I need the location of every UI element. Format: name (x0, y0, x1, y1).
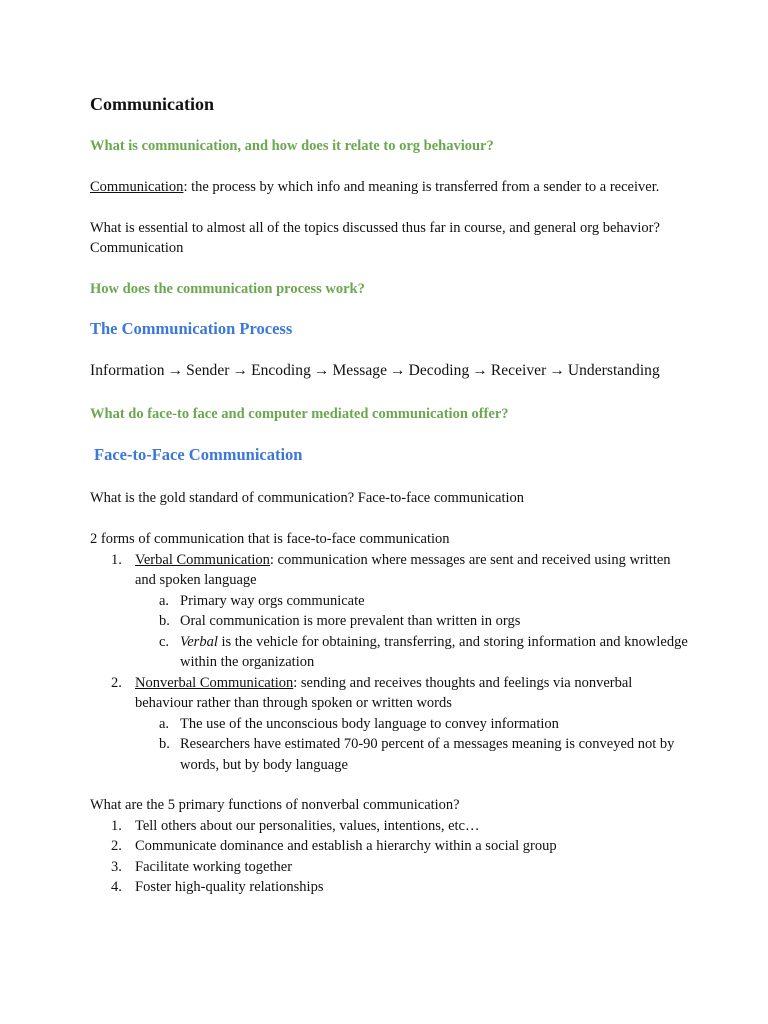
forms-intro: 2 forms of communication that is face-to-face communication (90, 531, 450, 547)
arrow-icon: → (549, 361, 565, 379)
term-verbal-text: : communication where messages are sent and received using written and spoken language (135, 551, 671, 588)
list-marker: 2. (111, 674, 122, 691)
process-step: Decoding (408, 361, 470, 379)
list-marker: b. (159, 613, 170, 629)
list-item-nonverbal (90, 673, 690, 776)
list-item-text: Oral communication is more prevalent than written in orgs (180, 613, 521, 629)
list-item-text: Tell others about our personalities, values, intentions, etc… (135, 817, 480, 834)
list-item (90, 816, 690, 837)
gold-standard-paragraph: What is the gold standard of communication? Face-to-face communication (90, 489, 525, 506)
nonverbal-sublist (135, 714, 690, 776)
arrow-icon: → (232, 361, 249, 379)
arrow-icon: → (472, 361, 488, 379)
term-nonverbal: Nonverbal Communication (135, 674, 294, 691)
list-marker: a. (159, 592, 170, 609)
list-item-text: Facilitate working together (135, 858, 293, 875)
section-heading-process: The Communication Process (90, 318, 293, 338)
list-marker: 1. (111, 817, 122, 834)
list-marker: 1. (111, 551, 122, 568)
list-item (135, 734, 690, 775)
definition-term: Communication (90, 179, 184, 195)
list-marker: b. (159, 736, 170, 752)
process-step: Information (90, 361, 165, 379)
list-item (135, 714, 690, 735)
question-heading-2: How does the communication process work? (90, 280, 365, 297)
list-item (90, 857, 690, 878)
process-step: Sender (186, 361, 230, 379)
list-item (90, 877, 690, 898)
list-item-emphasis: Verbal (180, 633, 218, 650)
process-step: Understanding (567, 361, 660, 379)
question-heading-1: What is communication, and how does it relate to org behaviour? (90, 138, 494, 154)
question-heading-3: What do face-to face and computer mediated communication offer? (90, 405, 509, 422)
verbal-sublist (135, 591, 690, 673)
page-title: Communication (90, 94, 215, 114)
list-item-text: The use of the unconscious body language to convey information (180, 715, 559, 732)
list-marker: c. (159, 633, 170, 650)
arrow-icon: → (390, 361, 406, 379)
list-item-verbal (90, 550, 690, 673)
essential-paragraph: What is essential to almost all of the topics discussed thus far in course, and general org behavior? Communication (90, 219, 660, 256)
section-heading-face-to-face: Face-to-Face Communication (94, 444, 303, 464)
list-marker: a. (159, 715, 170, 732)
list-item-text: Researchers have estimated 70-90 percent of a messages meaning is conveyed not by words, but by body language (180, 736, 675, 773)
forms-list (90, 550, 690, 776)
functions-intro: What are the 5 primary functions of nonverbal communication? (90, 797, 460, 813)
arrow-icon: → (167, 361, 184, 379)
term-nonverbal-text: : sending and receives thoughts and feelings via nonverbal behaviour rather than through spoken or written words (135, 674, 633, 711)
list-marker: 2. (111, 838, 122, 854)
arrow-icon: → (313, 361, 330, 379)
list-item (135, 611, 690, 632)
list-item-text: Primary way orgs communicate (180, 592, 365, 609)
process-step: Encoding (251, 361, 311, 379)
definition-text: : the process by which info and meaning is transferred from a sender to a receiver. (183, 179, 660, 195)
process-step: Receiver (490, 361, 547, 379)
process-step: Message (332, 361, 388, 379)
list-item (90, 836, 690, 857)
list-item-text: Foster high-quality relationships (135, 879, 324, 895)
list-item (135, 591, 690, 612)
functions-list (90, 816, 690, 898)
process-flow (90, 360, 690, 382)
list-item (135, 632, 690, 673)
list-item-text: Communicate dominance and establish a hierarchy within a social group (135, 838, 557, 854)
definition-paragraph (90, 177, 690, 198)
list-item-text: is the vehicle for obtaining, transferring, and storing information and knowledge within the organization (180, 633, 688, 670)
document-body (90, 92, 690, 898)
list-marker: 3. (111, 858, 122, 875)
list-marker: 4. (111, 879, 122, 895)
term-verbal: Verbal Communication (135, 551, 270, 568)
